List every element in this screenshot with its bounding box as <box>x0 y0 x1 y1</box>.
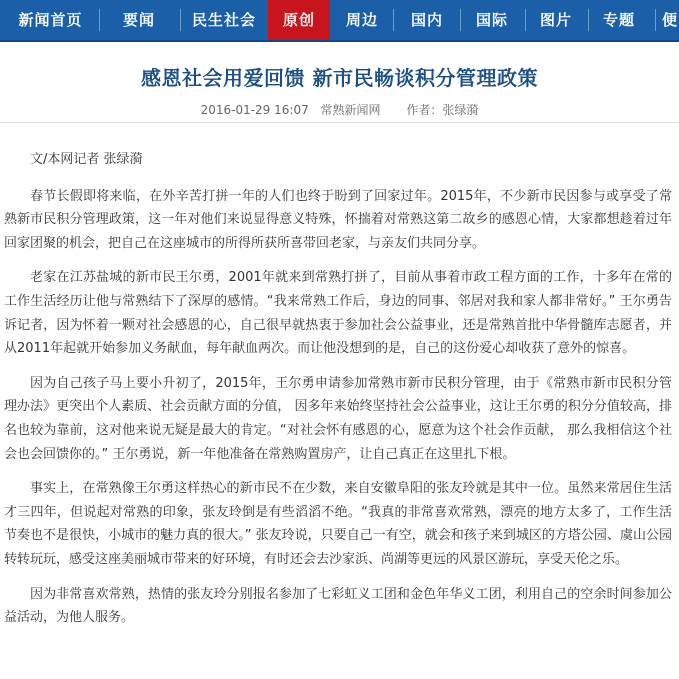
nav-item-domestic[interactable]: 国内 <box>410 11 443 29</box>
nav-separator <box>525 9 526 31</box>
nav-separator <box>588 9 589 31</box>
article-byline: 文/本网记者 张绿漪 <box>30 152 143 167</box>
nav-separator <box>460 9 461 31</box>
nav-separator <box>180 9 181 31</box>
paragraph: 因为非常喜欢常熟，热情的张友玲分别报名参加了七彩虹义工团和金色年华义工团，利用自己的空余时间参加公益活动，为他人服务。 <box>4 586 672 626</box>
nav-left-edge <box>0 0 5 40</box>
article-title: 感恩社会用爱回馈 新市民畅谈积分管理政策 <box>141 66 538 90</box>
nav-separator <box>393 9 394 31</box>
nav-item-photos[interactable]: 图片 <box>539 11 572 29</box>
nav-item-society[interactable]: 民生社会 <box>191 11 256 29</box>
publish-datetime: 2016-01-29 16:07 <box>200 103 309 117</box>
nav-item-international[interactable]: 国际 <box>475 11 508 29</box>
article-body <box>4 148 672 641</box>
article-author: 作者：张绿漪 <box>406 103 479 117</box>
nav-separator <box>99 9 100 31</box>
nav-separator <box>655 9 656 31</box>
paragraph: 老家在江苏盐城的新市民王尔勇，2001年就来到常熟打拼了，目前从事着市政工程方面的工作，十多年在常的工作生活经历让他与常熟结下了深厚的感情。“我来常熟工作后，身边的同事、邻居对我和家人都非常好。” 王尔勇告诉记者，因为怀着一颗对社会感恩的心，自己很早就热衷于参加社会公益事业，还是常熟首批中华骨髓库志愿者，并从2011年起就开始参加义务献血，每年献血两次。而让他没想到的是，自己的这份爱心却收获了意外的惊喜。 <box>4 270 672 357</box>
article-source[interactable]: 常熟新闻网 <box>320 103 381 117</box>
paragraph: 因为自己孩子马上要小升初了，2015年，王尔勇申请参加常熟市新市民积分管理，由于《常熟市新市民积分管理办法》更突出个人素质、社会贡献方面的分值， 因多年来始终坚持社会公益事业，这让王尔勇的积分分值较高，排名也较为靠前，这对他来说无疑是最大的肯定。“对社会怀有感恩的心，愿意为这个社会作贡献， 那么我相信这个社会也会回馈你的。” 王尔勇说，新一年他准备在常熟购置房产，让自己真正在这里扎下根。 <box>4 375 672 462</box>
top-nav-bar <box>0 0 679 42</box>
nav-item-headlines[interactable]: 要闻 <box>122 11 155 29</box>
nav-item-nearby[interactable]: 周边 <box>345 11 378 29</box>
paragraph: 事实上，在常熟像王尔勇这样热心的新市民不在少数，来自安徽阜阳的张友玲就是其中一位。虽然来常居住生活才三四年，但说起对常熟的印象，张友玲倒是有些滔滔不绝。“我真的非常喜欢常熟，漂亮的地方太多了，工作生活节奏也不是很快，小城市的魅力真的很大。” 张友玲说，只要自己一有空，就会和孩子来到城区的方塔公园、虞山公园转转玩玩，感受这座美丽城市带来的好环境，有时还会去沙家浜、尚湖等更远的风景区游玩，享受天伦之乐。 <box>4 481 672 567</box>
paragraph: 春节长假即将来临，在外辛苦打拼一年的人们也终于盼到了回家过年。2015年，不少新市民因参与或享受了常熟新市民积分管理政策，这一年对他们来说显得意义特殊，怀揣着对常熟这第二故乡的感恩心情，大家都想趁着过年回家团聚的机会，把自己在这座城市的所得所获所喜带回老家，与亲友们共同分享。 <box>4 188 672 251</box>
nav-item-original[interactable]: 原创 <box>268 0 330 40</box>
nav-item-home[interactable]: 新闻首页 <box>18 11 83 29</box>
nav-item-convenience[interactable]: 便 <box>662 11 679 29</box>
nav-item-topics[interactable]: 专题 <box>602 11 635 29</box>
article-meta <box>0 101 679 118</box>
header-divider <box>0 122 679 123</box>
